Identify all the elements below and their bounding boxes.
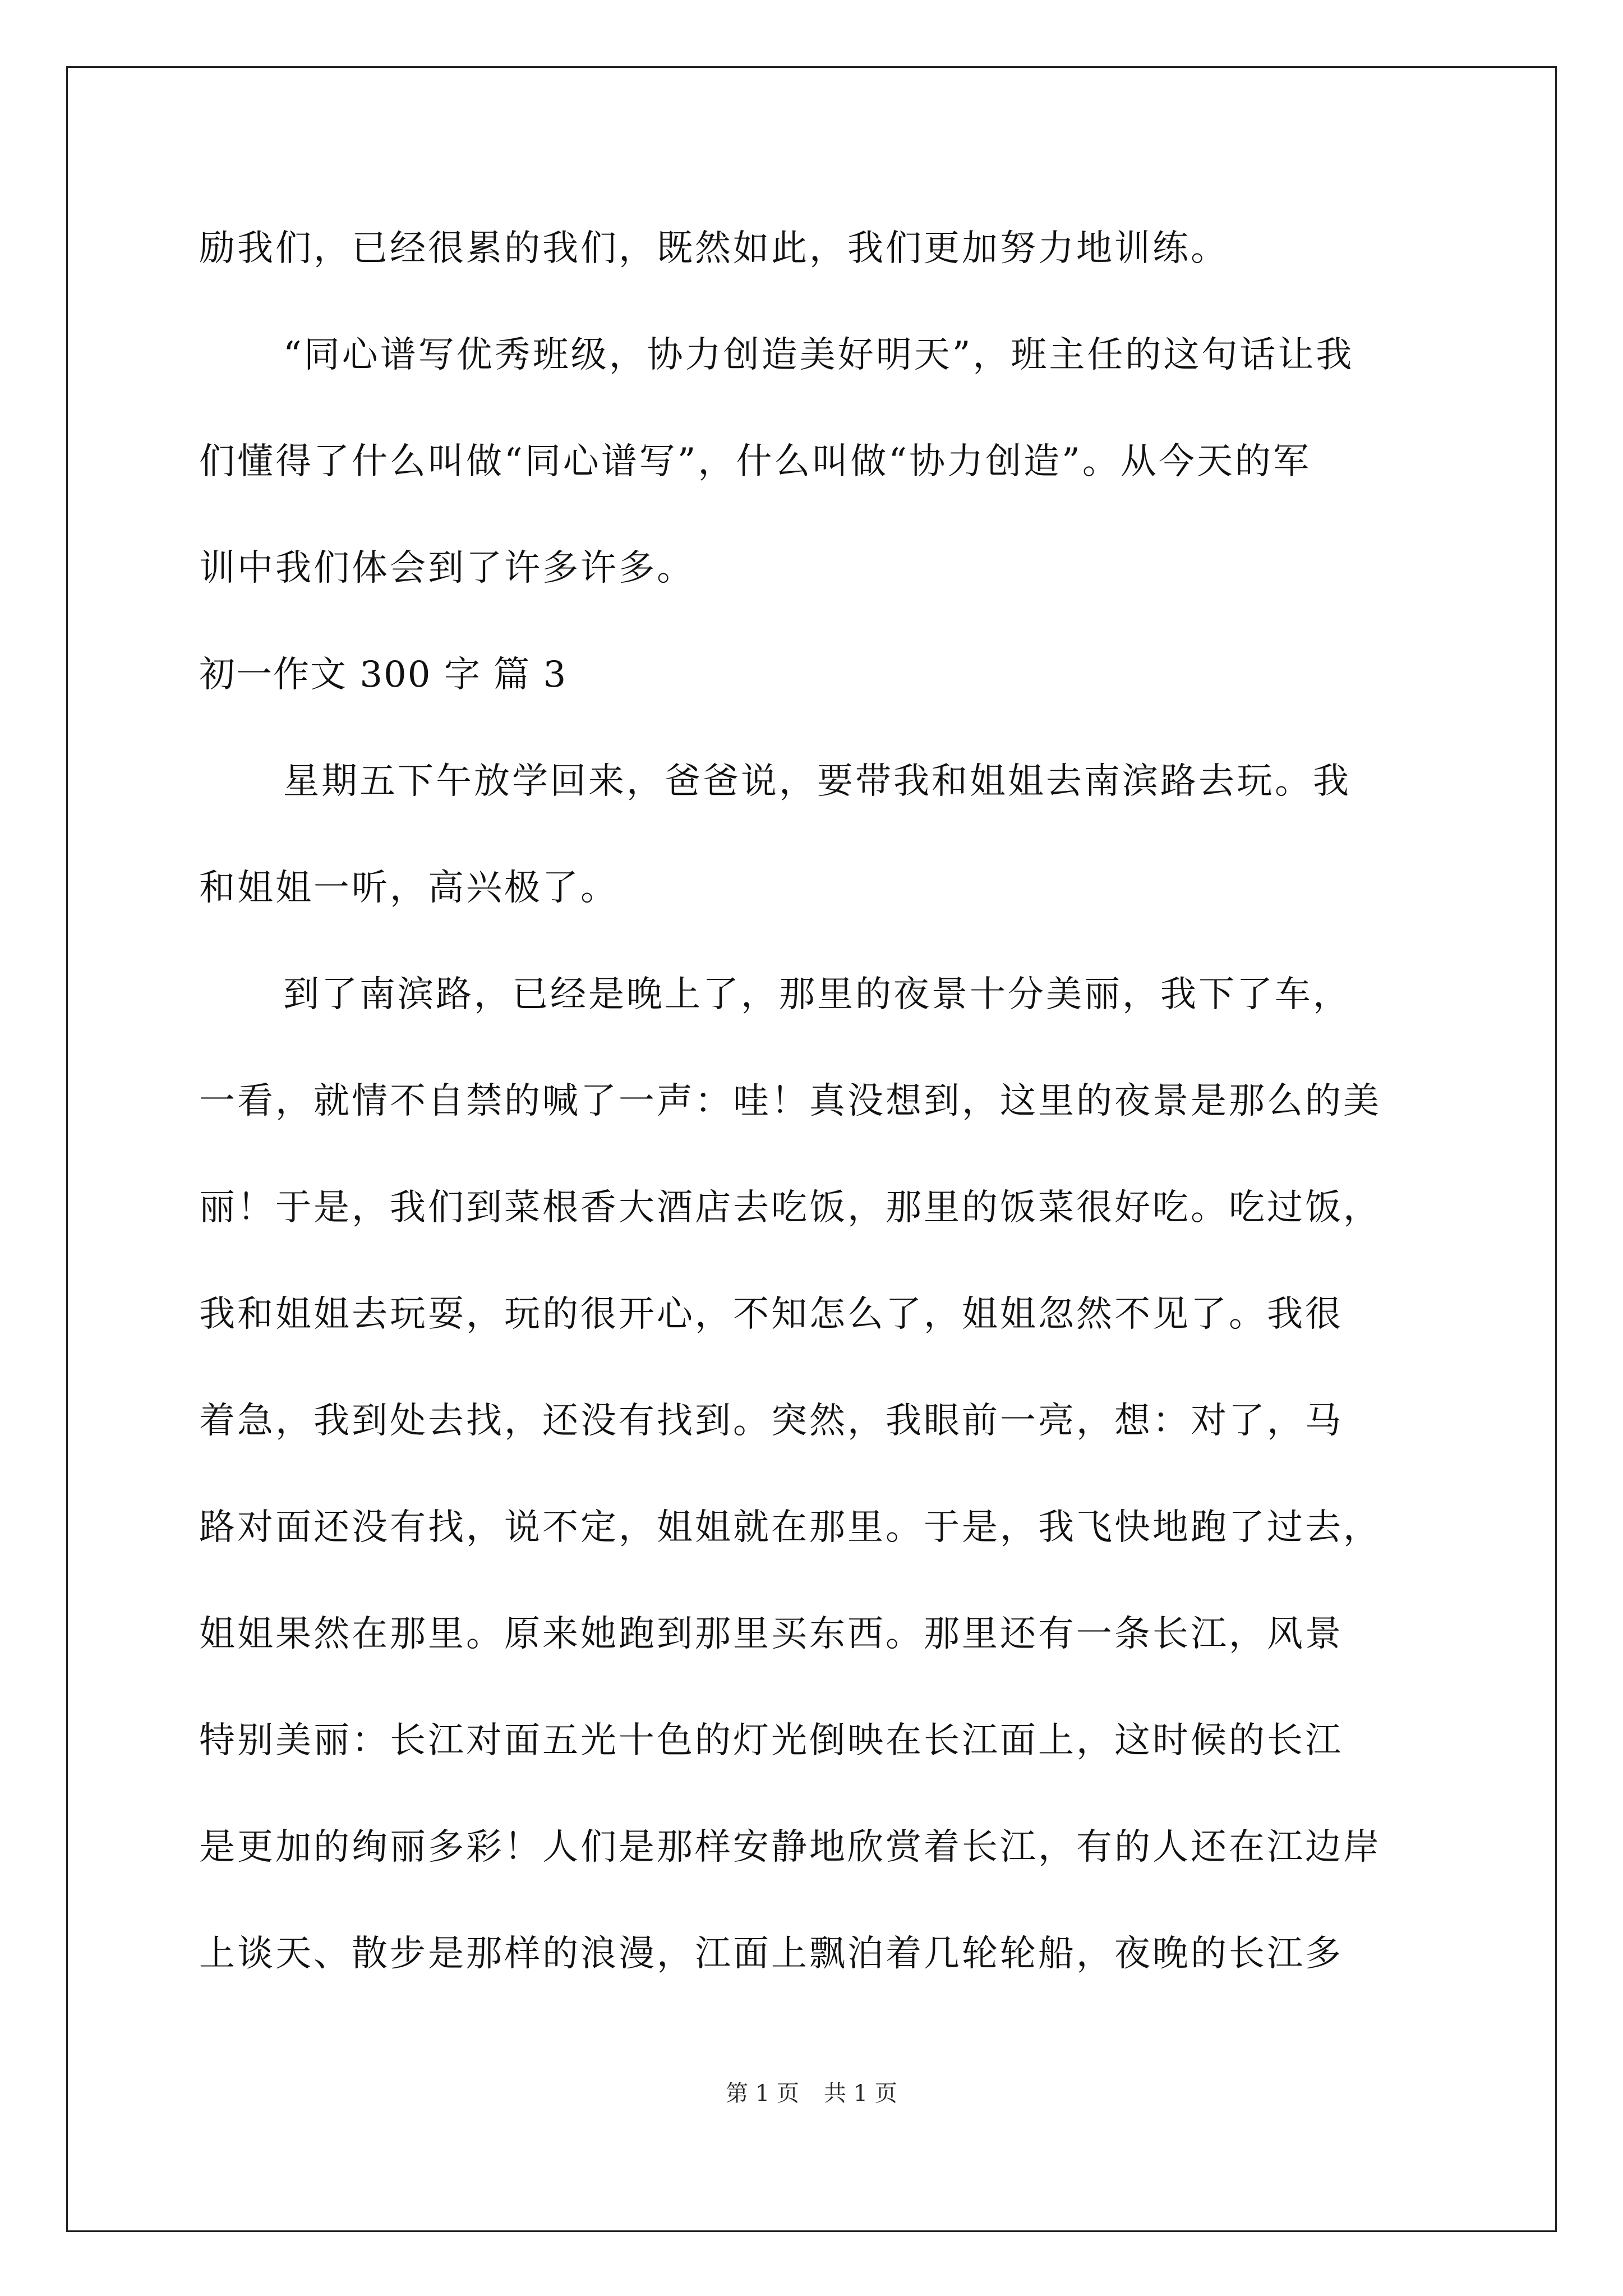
- document-body: [199, 218, 1433, 2030]
- text-line: 到了南滨路，已经是晚上了，那里的夜景十分美丽，我下了车，: [283, 974, 1351, 1015]
- text-line: 星期五下午放学回来，爸爸说，要带我和姐姐去南滨路去玩。我: [283, 761, 1351, 802]
- section-heading: 初一作文 300 字 篇 3: [199, 654, 568, 696]
- page-footer: [0, 2076, 1623, 2108]
- text-line: 上谈天、散步是那样的浪漫，江面上飘泊着几轮轮船，夜晚的长江多: [199, 1933, 1343, 1975]
- text-line: 特别美丽：长江对面五光十色的灯光倒映在长江面上，这时候的长江: [199, 1720, 1343, 1761]
- text-line: 着急，我到处去找，还没有找到。突然，我眼前一亮，想：对了，马: [199, 1400, 1343, 1442]
- text-line: “同心谱写优秀班级，协力创造美好明天”，班主任的这句话让我: [283, 334, 1354, 376]
- text-line: 训中我们体会到了许多许多。: [199, 547, 695, 589]
- text-line: 和姐姐一听，高兴极了。: [199, 867, 619, 909]
- text-line: 丽！于是，我们到菜根香大酒店去吃饭，那里的饭菜很好吃。吃过饭，: [199, 1187, 1381, 1228]
- page-number: 第 1 页: [726, 2081, 799, 2106]
- text-line: 们懂得了什么叫做“同心谱写”，什么叫做“协力创造”。从今天的军: [199, 441, 1311, 482]
- text-line: 一看，就情不自禁的喊了一声：哇！真没想到，这里的夜景是那么的美: [199, 1080, 1381, 1122]
- text-line: 我和姐姐去玩耍，玩的很开心，不知怎么了，姐姐忽然不见了。我很: [199, 1294, 1343, 1335]
- text-line: 路对面还没有找，说不定，姐姐就在那里。于是，我飞快地跑了过去，: [199, 1507, 1381, 1548]
- text-line: 姐姐果然在那里。原来她跑到那里买东西。那里还有一条长江，风景: [199, 1613, 1343, 1655]
- page-total: 共 1 页: [824, 2081, 897, 2106]
- text-line: 是更加的绚丽多彩！人们是那样安静地欣赏着长江，有的人还在江边岸: [199, 1826, 1381, 1868]
- text-line: 励我们，已经很累的我们，既然如此，我们更加努力地训练。: [199, 228, 1229, 269]
